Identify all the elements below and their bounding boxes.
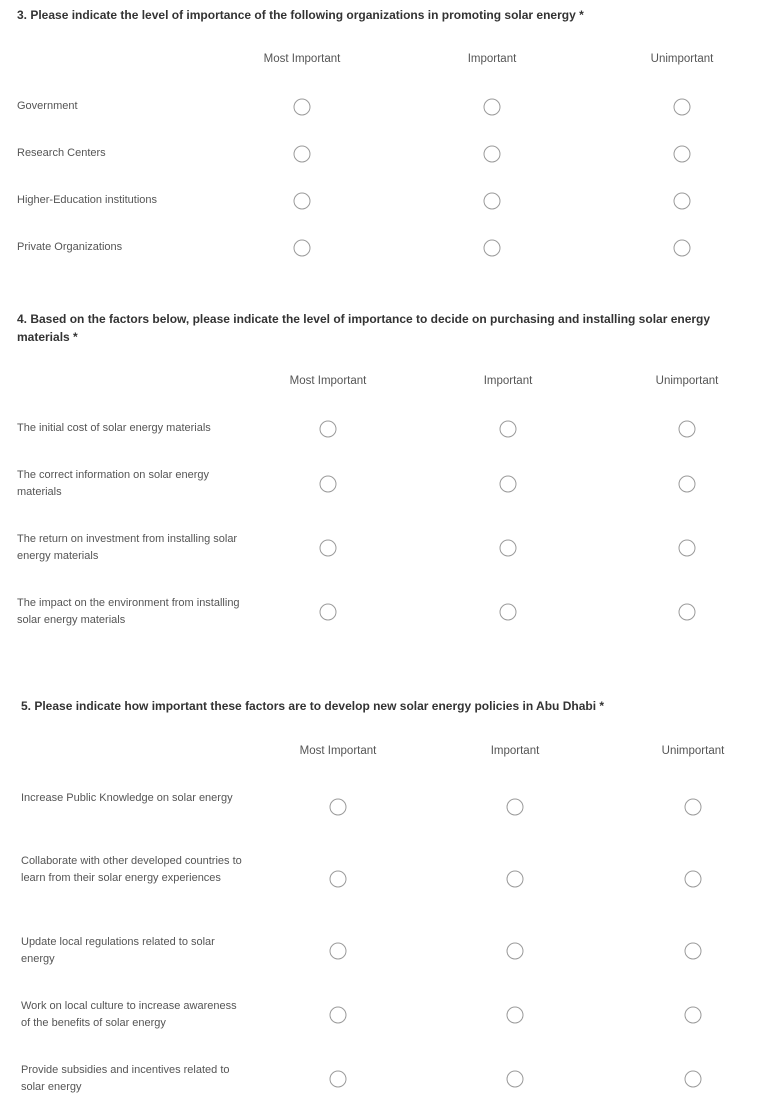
radio-collaborate-most-important[interactable] [330,871,347,888]
radio-collaborate-unimportant[interactable] [685,871,702,888]
row-label-correct-information: The correct information on solar energy materials [17,469,209,498]
radio-private-organizations-important[interactable] [484,240,501,257]
column-header-important: Important [483,375,533,387]
radio-research-centers-important[interactable] [484,146,501,163]
row-label-higher-education: Higher-Education institutions [17,194,158,206]
radio-collaborate-important[interactable] [507,871,524,888]
column-header-unimportant: Unimportant [650,53,714,65]
radio-government-important[interactable] [484,99,501,116]
question-title: 4. Based on the factors below, please indicate the level of importance to decide on purchasing and installing solar energy materials * [17,312,711,344]
radio-higher-education-most-important[interactable] [294,193,311,210]
radio-correct-information-important[interactable] [500,476,517,493]
row-label-public-knowledge: Increase Public Knowledge on solar energy [21,792,233,804]
column-header-unimportant: Unimportant [661,745,725,757]
row-label-local-culture: Work on local culture to increase awareness of the benefits of solar energy [21,1000,237,1029]
question-title: 3. Please indicate the level of importance of the following organizations in promoting solar energy * [17,8,584,22]
column-header-unimportant: Unimportant [655,375,719,387]
radio-environment-impact-unimportant[interactable] [679,604,696,621]
radio-higher-education-unimportant[interactable] [674,193,691,210]
radio-higher-education-important[interactable] [484,193,501,210]
radio-local-culture-unimportant[interactable] [685,1007,702,1024]
radio-correct-information-unimportant[interactable] [679,476,696,493]
row-label-return-on-investment: The return on investment from installing solar energy materials [17,533,238,562]
radio-update-regulations-most-important[interactable] [330,943,347,960]
row-label-government: Government [17,100,78,112]
radio-return-on-investment-unimportant[interactable] [679,540,696,557]
radio-private-organizations-unimportant[interactable] [674,240,691,257]
radio-return-on-investment-most-important[interactable] [320,540,337,557]
radio-local-culture-important[interactable] [507,1007,524,1024]
row-label-collaborate: Collaborate with other developed countries to learn from their solar energy experiences [21,855,242,884]
radio-private-organizations-most-important[interactable] [294,240,311,257]
radio-environment-impact-most-important[interactable] [320,604,337,621]
radio-update-regulations-unimportant[interactable] [685,943,702,960]
radio-initial-cost-unimportant[interactable] [679,421,696,438]
radio-initial-cost-important[interactable] [500,421,517,438]
column-header-important: Important [467,53,517,65]
column-header-most-important: Most Important [289,375,367,387]
row-label-research-centers: Research Centers [17,147,106,159]
row-label-private-organizations: Private Organizations [17,241,123,253]
radio-return-on-investment-important[interactable] [500,540,517,557]
radio-subsidies-important[interactable] [507,1071,524,1088]
radio-environment-impact-important[interactable] [500,604,517,621]
row-label-environment-impact: The impact on the environment from installing solar energy materials [17,597,240,626]
radio-government-most-important[interactable] [294,99,311,116]
row-label-initial-cost: The initial cost of solar energy materials [17,422,211,434]
radio-update-regulations-important[interactable] [507,943,524,960]
column-header-most-important: Most Important [299,745,377,757]
radio-public-knowledge-important[interactable] [507,799,524,816]
column-header-important: Important [490,745,540,757]
radio-public-knowledge-most-important[interactable] [330,799,347,816]
radio-subsidies-unimportant[interactable] [685,1071,702,1088]
radio-public-knowledge-unimportant[interactable] [685,799,702,816]
radio-initial-cost-most-important[interactable] [320,421,337,438]
radio-subsidies-most-important[interactable] [330,1071,347,1088]
radio-government-unimportant[interactable] [674,99,691,116]
column-header-most-important: Most Important [263,53,341,65]
radio-research-centers-unimportant[interactable] [674,146,691,163]
question-title: 5. Please indicate how important these factors are to develop new solar energy policies in Abu Dhabi * [21,699,605,713]
row-label-update-regulations: Update local regulations related to solar energy [21,936,215,965]
radio-research-centers-most-important[interactable] [294,146,311,163]
row-label-subsidies: Provide subsidies and incentives related to solar energy [21,1064,230,1093]
radio-local-culture-most-important[interactable] [330,1007,347,1024]
radio-correct-information-most-important[interactable] [320,476,337,493]
